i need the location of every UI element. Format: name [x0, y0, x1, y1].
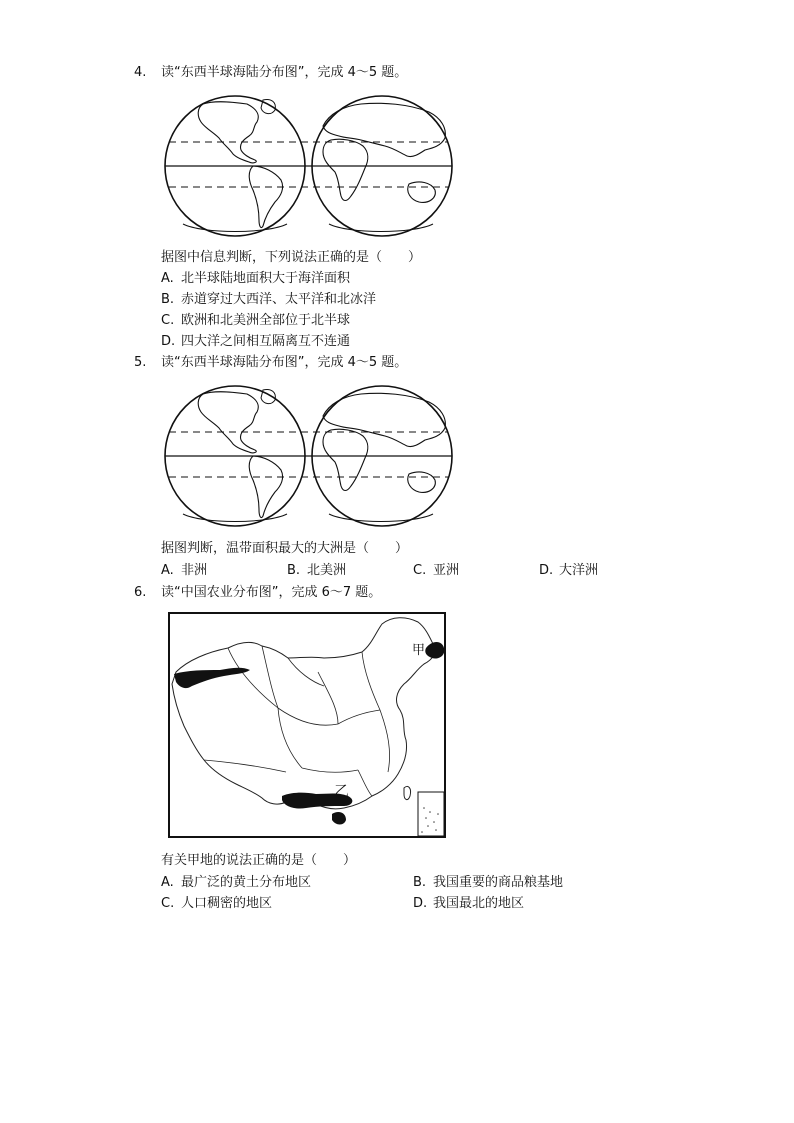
africa-outline [323, 139, 368, 200]
south-sea-inset [418, 792, 444, 836]
option-letter-a[interactable]: A. [161, 563, 174, 578]
map-label-yi: 乙 [334, 782, 350, 800]
south-america-outline [249, 456, 282, 518]
question-number: 5. [134, 355, 147, 370]
option-text-c[interactable]: 亚洲 [433, 563, 460, 578]
option-letter-b[interactable]: B. [161, 292, 175, 307]
question-stem: 据图判断，温带面积最大的大洲是（ ） [161, 541, 409, 556]
option-letter-c[interactable]: C. [413, 563, 427, 578]
antarctica-outline [183, 514, 433, 522]
option-text-b[interactable]: 赤道穿过大西洋、太平洋和北冰洋 [181, 292, 377, 307]
option-text-b[interactable]: 北美洲 [307, 563, 347, 578]
north-america-outline [198, 102, 258, 163]
australia-outline [408, 182, 436, 202]
hemispheres-map [163, 382, 463, 532]
option-letter-b[interactable]: B. [287, 563, 301, 578]
question-prompt: 读“东西半球海陆分布图”，完成 4～5 题。 [161, 65, 408, 80]
question-stem: 有关甲地的说法正确的是（ ） [161, 853, 357, 868]
option-text-d[interactable]: 大洋洲 [559, 563, 599, 578]
option-letter-c[interactable]: C. [161, 896, 175, 911]
question-prompt: 读“东西半球海陆分布图”，完成 4～5 题。 [161, 355, 408, 370]
option-letter-d[interactable]: D. [413, 896, 428, 911]
option-text-c[interactable]: 欧洲和北美洲全部位于北半球 [181, 313, 351, 328]
option-text-a[interactable]: 非洲 [181, 563, 208, 578]
option-letter-a[interactable]: A. [161, 271, 174, 286]
option-text-d[interactable]: 我国最北的地区 [433, 896, 525, 911]
option-letter-c[interactable]: C. [161, 313, 175, 328]
antarctica-outline [183, 224, 433, 232]
option-letter-d[interactable]: D. [539, 563, 554, 578]
question-prompt: 读“中国农业分布图”，完成 6～7 题。 [161, 585, 382, 600]
eurasia-outline [323, 393, 445, 446]
map-label-jia: 甲 [412, 643, 426, 658]
australia-outline [408, 472, 436, 492]
question-number: 6. [134, 585, 147, 600]
option-text-a[interactable]: 北半球陆地面积大于海洋面积 [181, 271, 351, 286]
option-text-c[interactable]: 人口稠密的地区 [181, 896, 273, 911]
option-text-a[interactable]: 最广泛的黄土分布地区 [181, 875, 312, 890]
option-letter-d[interactable]: D. [161, 334, 176, 349]
question-number: 4. [134, 65, 147, 80]
question-stem: 据图中信息判断，下列说法正确的是（ ） [161, 250, 422, 265]
option-letter-a[interactable]: A. [161, 875, 174, 890]
north-america-outline [198, 392, 258, 453]
china-agriculture-map [168, 612, 448, 840]
option-letter-b[interactable]: B. [413, 875, 427, 890]
eurasia-outline [323, 103, 445, 156]
option-text-d[interactable]: 四大洋之间相互隔离互不连通 [181, 334, 351, 349]
south-america-outline [249, 166, 282, 228]
hemispheres-map [163, 92, 463, 242]
africa-outline [323, 429, 368, 490]
option-text-b[interactable]: 我国重要的商品粮基地 [433, 875, 564, 890]
